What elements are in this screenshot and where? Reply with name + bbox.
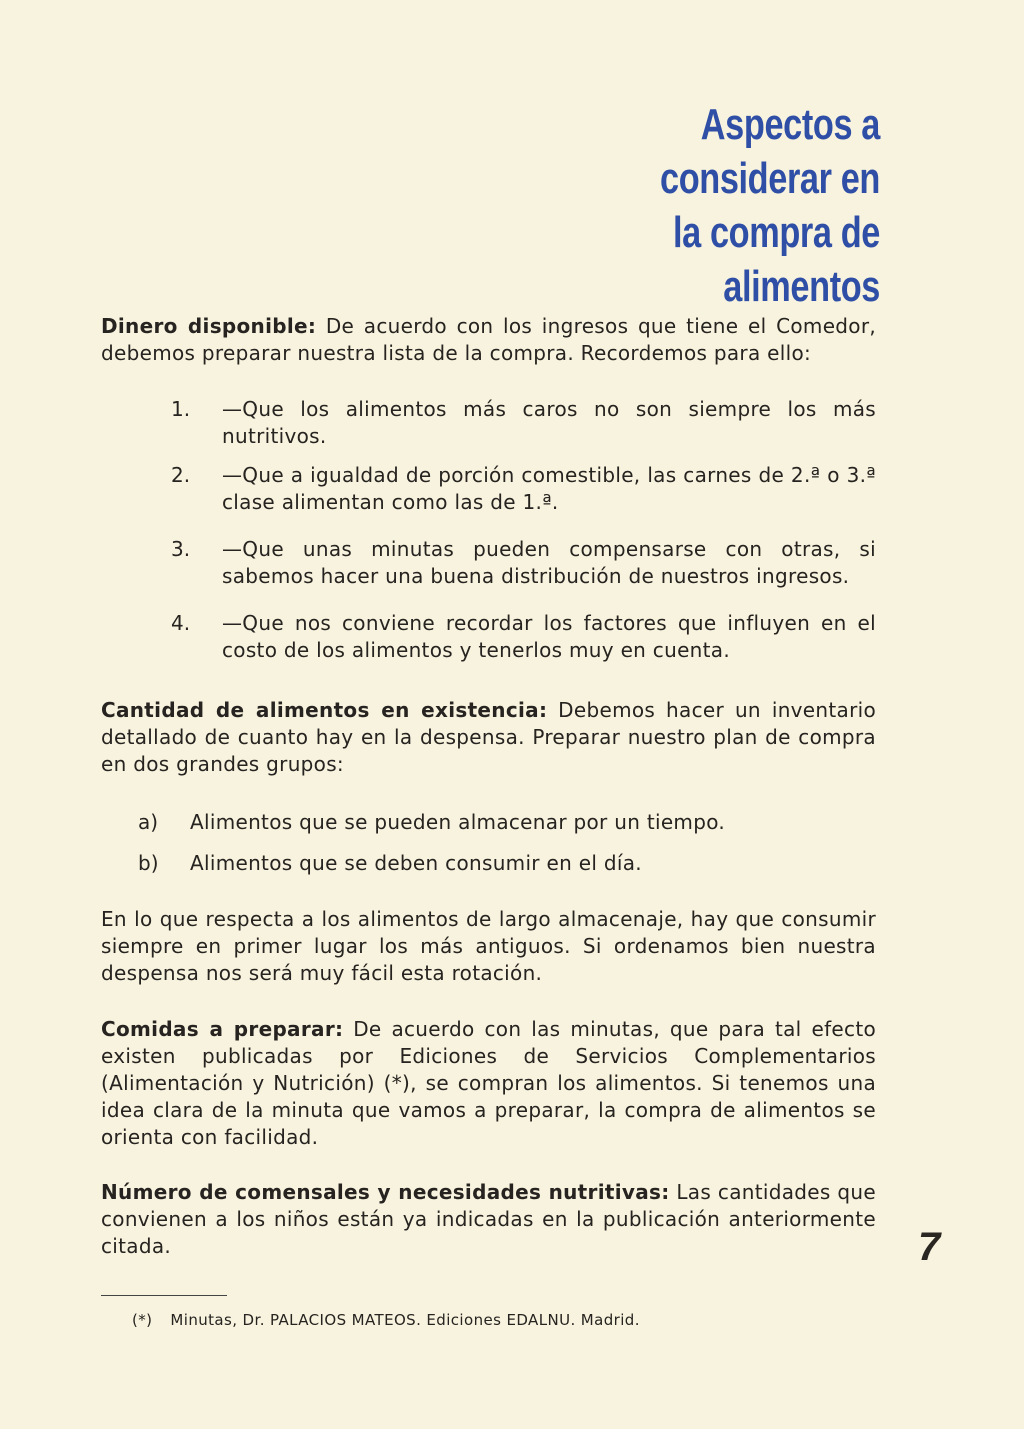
- list-item-text: —Que los alimentos más caros no son siempre los más nutritivos.: [222, 397, 876, 448]
- footnote-text: Minutas, Dr. PALACIOS MATEOS. Ediciones EDALNU. Madrid.: [170, 1311, 640, 1329]
- footnote: [132, 1311, 640, 1329]
- page-number: 7: [918, 1225, 941, 1269]
- list-item: [171, 610, 876, 664]
- heading-dinero: Dinero disponible:: [101, 314, 317, 338]
- text-comensales: Las cantidades que convienen a los niños están ya indicadas en la publicación anteriormente citada.: [101, 1180, 877, 1258]
- paragraph-comidas: [101, 1016, 876, 1151]
- list-item-number: 2.: [171, 463, 191, 487]
- list-item-text: —Que a igualdad de porción comestible, las carnes de 2.ª o 3.ª clase alimentan como las de 1.ª.: [222, 463, 876, 514]
- footnote-divider: [101, 1295, 227, 1296]
- title-line-2: la compra de alimentos: [672, 208, 880, 311]
- list-item-letter: a): [138, 810, 159, 834]
- list-item-text: Alimentos que se pueden almacenar por un tiempo.: [190, 810, 726, 834]
- list-item-number: 1.: [171, 397, 191, 421]
- list-item-number: 3.: [171, 537, 191, 561]
- list-item: [171, 536, 876, 590]
- text-dinero: De acuerdo con los ingresos que tiene el Comedor, debemos preparar nuestra lista de la compra. Recordemos para ello:: [101, 314, 877, 365]
- list-item-letter: b): [138, 851, 159, 875]
- list-item-text: —Que nos conviene recordar los factores que influyen en el costo de los alimentos y tenerlos muy en cuenta.: [222, 611, 876, 662]
- list-item: [138, 809, 838, 836]
- footnote-mark: (*): [132, 1311, 153, 1329]
- list-item-text: Alimentos que se deben consumir en el día.: [190, 851, 642, 875]
- paragraph-comensales: [101, 1179, 876, 1260]
- list-item-text: —Que unas minutas pueden compensarse con otras, si sabemos hacer una buena distribución de nuestros ingresos.: [222, 537, 876, 588]
- heading-comensales: Número de comensales y necesidades nutritivas:: [101, 1180, 670, 1204]
- heading-comidas: Comidas a preparar:: [101, 1017, 344, 1041]
- text-cantidad: Debemos hacer un inventario detallado de cuanto hay en la despensa. Preparar nuestro plan de compra en dos grandes grupos:: [101, 698, 876, 776]
- list-item-number: 4.: [171, 611, 191, 635]
- paragraph-dinero: [101, 313, 876, 367]
- list-item: [171, 462, 876, 516]
- paragraph-cantidad: [101, 697, 876, 778]
- list-item: [138, 850, 838, 877]
- page-title: [560, 98, 880, 314]
- list-item: [171, 396, 876, 450]
- title-line-1: Aspectos a considerar en: [659, 100, 880, 203]
- text-comidas: De acuerdo con las minutas, que para tal efecto existen publicadas por Ediciones de Servicios Complementarios (Alimentación y Nutrición) (*), se compran los alimentos. Si tenemos una idea clara de la minuta que vamos a preparar, la compra de alimentos se orienta con facilidad.: [101, 1017, 876, 1149]
- heading-cantidad: Cantidad de alimentos en existencia:: [101, 698, 548, 722]
- paragraph-almacenaje: En lo que respecta a los alimentos de largo almacenaje, hay que consumir siempre en primer lugar los más antiguos. Si ordenamos bien nuestra despensa nos será muy fácil esta rotación.: [101, 907, 876, 985]
